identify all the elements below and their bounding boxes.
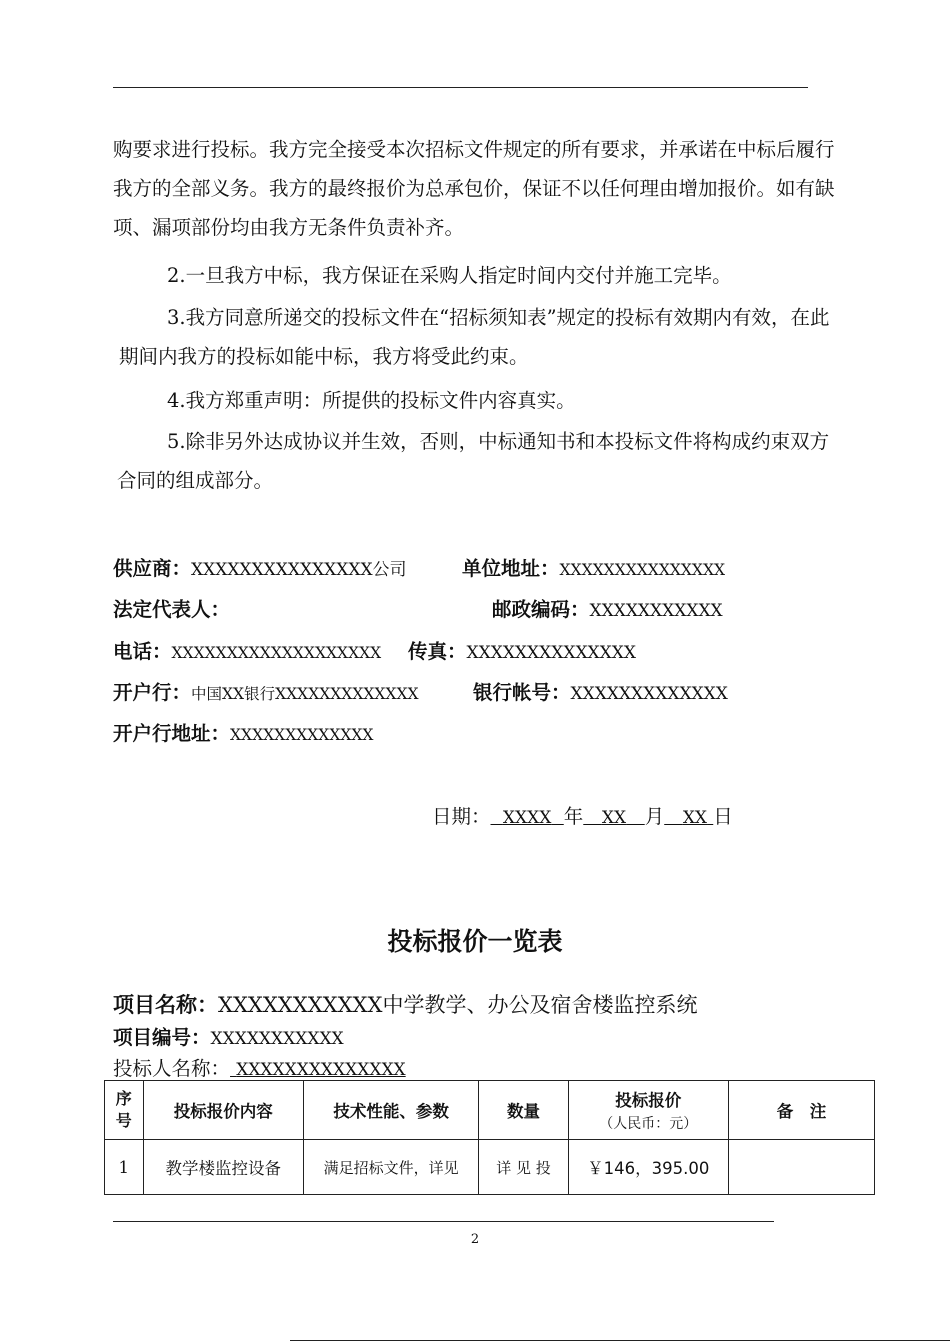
project-no-value: XXXXXXXXXXX — [210, 1029, 344, 1049]
address-value: XXXXXXXXXXXXXXX — [559, 561, 726, 579]
date-year: XXXX — [502, 808, 552, 828]
date-day: XX — [682, 808, 708, 828]
header-rule — [113, 87, 808, 88]
row-price: ￥146，395.00 — [568, 1140, 728, 1195]
quote-table — [104, 1080, 875, 1195]
bank-address-label: 开户行地址： — [113, 722, 231, 745]
address-label: 单位地址： — [462, 557, 560, 580]
account-row — [473, 677, 728, 705]
body-paragraph-continuation: 购要求进行投标。我方完全接受本次招标文件规定的所有要求，并承诺在中标后履行我方的全部义务。我方的最终报价为总承包价，保证不以任何理由增加报价。如有缺项、漏项部份均由我方无条件负责补齐。 — [113, 138, 835, 239]
project-name-row — [113, 989, 697, 1019]
table-row — [105, 1140, 875, 1195]
project-no-label: 项目编号： — [113, 1026, 211, 1049]
fax-value: XXXXXXXXXXXXXX — [466, 643, 636, 663]
bank-label: 开户行： — [113, 681, 192, 704]
postcode-value: XXXXXXXXXXX — [589, 601, 723, 621]
date-month: XX — [601, 808, 627, 828]
header-price-label: 投标报价 — [615, 1091, 682, 1110]
project-no-row — [113, 1022, 344, 1050]
row-qty: 详 见 投 — [479, 1140, 568, 1195]
fax-label: 传真： — [408, 640, 467, 663]
header-seq: 序号 — [105, 1081, 144, 1140]
body-item-5: 5.除非另外达成协议并生效，否则，中标通知书和本投标文件将构成约束双方合同的组成部分。 — [117, 430, 830, 492]
body-item-3: 3.我方同意所递交的投标文件在“招标须知表”规定的投标有效期内有效，在此期间内我方的投标如能中标，我方将受此约束。 — [119, 306, 830, 368]
bank-address-row — [113, 718, 373, 746]
account-value: XXXXXXXXXXXXX — [570, 684, 728, 704]
page-number: 2 — [470, 1232, 480, 1247]
project-name-label: 项目名称： — [113, 993, 218, 1017]
header-qty: 数量 — [479, 1081, 568, 1140]
quote-title: 投标报价一览表 — [387, 927, 563, 956]
body-item-4: 4.我方郑重声明：所提供的投标文件内容真实。 — [167, 389, 576, 412]
next-page-rule — [290, 1340, 950, 1341]
header-content: 投标报价内容 — [143, 1081, 303, 1140]
body-item-2: 2.一旦我方中标，我方保证在采购人指定时间内交付并施工完毕。 — [167, 264, 732, 287]
header-price — [568, 1081, 728, 1140]
phone-row — [113, 636, 381, 664]
header-price-unit: （人民币：元） — [599, 1116, 698, 1132]
quote-table-header — [105, 1081, 875, 1140]
address-row — [462, 553, 725, 581]
bidder-label: 投标人名称： — [113, 1057, 231, 1080]
row-remark — [728, 1140, 874, 1195]
header-remark: 备 注 — [728, 1081, 874, 1140]
header-spec: 技术性能、参数 — [303, 1081, 479, 1140]
legal-rep-row — [113, 594, 230, 622]
phone-label: 电话： — [113, 640, 172, 663]
row-seq: 1 — [105, 1140, 144, 1195]
fax-row — [408, 636, 636, 664]
date-year-unit: 年 — [563, 805, 584, 828]
bank-value: 中国XX银行XXXXXXXXXXXXX — [191, 685, 419, 703]
bank-address-value: XXXXXXXXXXXXX — [230, 726, 374, 744]
project-name-value: XXXXXXXXXXX中学教学、办公及宿舍楼监控系统 — [218, 993, 698, 1017]
bidder-row — [113, 1053, 406, 1081]
supplier-label: 供应商： — [113, 557, 192, 580]
postcode-label: 邮政编码： — [492, 598, 590, 621]
date-month-unit: 月 — [644, 805, 665, 828]
phone-value: XXXXXXXXXXXXXXXXXXX — [171, 644, 382, 662]
account-label: 银行帐号： — [473, 681, 571, 704]
supplier-row — [113, 553, 407, 581]
date-line — [432, 801, 733, 829]
legal-rep-label: 法定代表人： — [113, 598, 231, 621]
bank-row — [113, 677, 419, 705]
row-content: 教学楼监控设备 — [143, 1140, 303, 1195]
date-day-unit: 日 — [713, 805, 733, 828]
date-label: 日期： — [432, 805, 491, 828]
footer-rule — [113, 1221, 774, 1222]
supplier-value: XXXXXXXXXXXXXXX公司 — [191, 560, 407, 580]
bidder-value: XXXXXXXXXXXXXX — [236, 1060, 406, 1080]
postcode-row — [492, 594, 723, 622]
row-spec: 满足招标文件，详见 — [303, 1140, 479, 1195]
